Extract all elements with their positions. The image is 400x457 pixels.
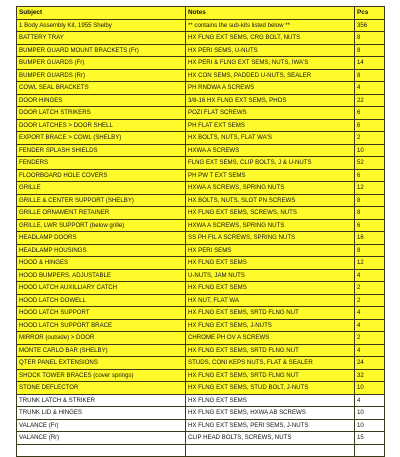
subject-cell: HEADLAMP DOORS — [17, 232, 186, 245]
pcs-column-header: Pcs — [355, 7, 385, 20]
pcs-cell: 4 — [355, 319, 385, 332]
notes-cell: STUDS, CONI KEPS NUTS, FLAT & SEALER — [186, 357, 355, 370]
subject-cell: FENDER SPLASH SHIELDS — [17, 144, 186, 157]
table-row — [17, 419, 385, 432]
subject-cell: HOOD BUMPERS, ADJUSTABLE — [17, 269, 186, 282]
table-row — [17, 357, 385, 370]
notes-cell: HX PERI SEMS — [186, 244, 355, 257]
subject-cell: HOOD LATCH SUPPORT BRACE — [17, 319, 186, 332]
subject-cell: HEADLAMP HOUSINGS — [17, 244, 186, 257]
pcs-cell: 12 — [355, 182, 385, 195]
pcs-cell: 356 — [355, 19, 385, 32]
notes-cell: ** contains the sub-kits listed below ** — [186, 19, 355, 32]
notes-cell: HX PERI & FLNG EXT SEMS, NUTS, IWA'S — [186, 57, 355, 70]
pcs-cell: 15 — [355, 432, 385, 445]
subject-cell: BUMPER GUARDS (Rr) — [17, 69, 186, 82]
table-row — [17, 119, 385, 132]
subject-cell: VALANCE (Rr) — [17, 432, 186, 445]
subject-cell: GRILLE ORNAMENT RETAINER — [17, 207, 186, 220]
subject-cell: GRILLE — [17, 182, 186, 195]
table-row — [17, 219, 385, 232]
subject-cell: HOOD LATCH DOWELL — [17, 294, 186, 307]
table-body — [17, 19, 385, 457]
pcs-cell: 10 — [355, 382, 385, 395]
subject-column-header: Subject — [17, 7, 186, 20]
subject-cell: DOOR HINGES — [17, 94, 186, 107]
pcs-cell: 10 — [355, 419, 385, 432]
notes-cell: 3/8-16 HX FLNG EXT SEMS, PHOS — [186, 94, 355, 107]
notes-column-header: Notes — [186, 7, 355, 20]
subject-cell: FENDERS — [17, 157, 186, 170]
table-row — [17, 207, 385, 220]
notes-cell: HX FLNG EXT SEMS — [186, 282, 355, 295]
subject-cell: BUMPER GUARD MOUNT BRACKETS (Fr) — [17, 44, 186, 57]
subject-cell: HOOD & HINGES — [17, 257, 186, 270]
subject-cell: GRILLE & CENTER SUPPORT (SHELBY) — [17, 194, 186, 207]
subject-cell: SHOCK TOWER BRACES (cover springs) — [17, 369, 186, 382]
pcs-cell: 4 — [355, 307, 385, 320]
table-row — [17, 69, 385, 82]
notes-cell: HX FLNG EXT SEMS — [186, 257, 355, 270]
parts-table — [16, 6, 385, 457]
subject-cell: HOOD LATCH AUXILLIARY CATCH — [17, 282, 186, 295]
pcs-cell: 10 — [355, 144, 385, 157]
notes-cell: HX CON SEMS, PADDED U-NUTS, SEALER — [186, 69, 355, 82]
table-row — [17, 382, 385, 395]
pcs-cell: 4 — [355, 344, 385, 357]
table-row — [17, 169, 385, 182]
subject-cell: TRUNK LATCH & STRIKER — [17, 394, 186, 407]
subject-cell: FLOORBOARD HOLE COVERS — [17, 169, 186, 182]
subject-cell: EXPORT BRACE > COWL (SHELBY) — [17, 132, 186, 145]
pcs-cell: 8 — [355, 244, 385, 257]
subject-cell: BUMPER GUARDS (Fr) — [17, 57, 186, 70]
pcs-cell: 32 — [355, 369, 385, 382]
table-row — [17, 432, 385, 445]
notes-cell: HX BOLTS, NUTS, FLAT WA'S — [186, 132, 355, 145]
table-row — [17, 144, 385, 157]
table-row — [17, 44, 385, 57]
subject-cell: MONTE CARLO BAR (SHELBY) — [17, 344, 186, 357]
pcs-cell: 8 — [355, 44, 385, 57]
table-row — [17, 269, 385, 282]
notes-cell: HX FLNG EXT SEMS, CRG BOLT, NUTS — [186, 32, 355, 45]
table-row — [17, 344, 385, 357]
notes-cell: U-NUTS, JAM NUTS — [186, 269, 355, 282]
subject-cell: 1 Body Assembly Kit, 1955 Shelby — [17, 19, 186, 32]
notes-cell: HX FLNG EXT SEMS, PERI SEMS, J-NUTS — [186, 419, 355, 432]
subject-cell: VALANCE (Fr) — [17, 419, 186, 432]
table-row — [17, 32, 385, 45]
table-row — [17, 307, 385, 320]
parts-sheet — [16, 6, 384, 442]
notes-cell: HXWA A SCREWS, SPRING NUTS — [186, 182, 355, 195]
table-row — [17, 369, 385, 382]
subject-cell: MIRROR (outside) > DOOR — [17, 332, 186, 345]
pcs-cell: 22 — [355, 94, 385, 107]
table-row — [17, 319, 385, 332]
pcs-cell: 16 — [355, 232, 385, 245]
notes-cell: PH PW T EXT SEMS — [186, 169, 355, 182]
table-row — [17, 94, 385, 107]
pcs-cell: 6 — [355, 219, 385, 232]
table-row — [17, 107, 385, 120]
table-row — [17, 257, 385, 270]
pcs-cell: 2 — [355, 132, 385, 145]
pcs-cell: 6 — [355, 169, 385, 182]
table-row — [17, 332, 385, 345]
notes-cell: SS PH FIL A SCREWS, SPRING NUTS — [186, 232, 355, 245]
pcs-cell: 6 — [355, 119, 385, 132]
pcs-cell: 8 — [355, 32, 385, 45]
empty-cell — [17, 444, 186, 457]
table-row — [17, 394, 385, 407]
subject-cell: QTER PANEL EXTENSIONS — [17, 357, 186, 370]
pcs-cell: 2 — [355, 294, 385, 307]
notes-cell: POZI FLAT SCREWS — [186, 107, 355, 120]
table-row — [17, 82, 385, 95]
empty-cell — [186, 444, 355, 457]
notes-cell: HX FLNG EXT SEMS, STUD BOLT, J-NUTS — [186, 382, 355, 395]
notes-cell: PH FLAT EXT SEMS — [186, 119, 355, 132]
notes-cell: HX FLNG EXT SEMS, SRTD FLNG NUT — [186, 344, 355, 357]
empty-table-row — [17, 444, 385, 457]
notes-cell: HX FLNG EXT SEMS, SCREWS, NUTS — [186, 207, 355, 220]
table-row — [17, 132, 385, 145]
table-row — [17, 182, 385, 195]
notes-cell: CLIP HEAD BOLTS, SCREWS, NUTS — [186, 432, 355, 445]
pcs-cell: 12 — [355, 257, 385, 270]
pcs-cell: 14 — [355, 57, 385, 70]
notes-cell: FLNG EXT SEMS, CLIP BOLTS, J & U-NUTS — [186, 157, 355, 170]
subject-cell: COWL SEAL BRACKETS — [17, 82, 186, 95]
pcs-cell: 4 — [355, 269, 385, 282]
table-row — [17, 157, 385, 170]
subject-cell: TRUNK LID & HINGES — [17, 407, 186, 420]
notes-cell: HX FLNG EXT SEMS, HXWA AB SCREWS — [186, 407, 355, 420]
table-row — [17, 19, 385, 32]
table-row — [17, 232, 385, 245]
notes-cell: HX FLNG EXT SEMS, J-NUTS — [186, 319, 355, 332]
notes-cell: HX FLNG EXT SEMS, SRTD FLNG NUT — [186, 307, 355, 320]
pcs-cell: 24 — [355, 357, 385, 370]
table-row — [17, 57, 385, 70]
notes-cell: HX PERI SEMS, U-NUTS — [186, 44, 355, 57]
table-row — [17, 294, 385, 307]
empty-cell — [355, 444, 385, 457]
pcs-cell: 8 — [355, 207, 385, 220]
table-header-row — [17, 7, 385, 20]
pcs-cell: 52 — [355, 157, 385, 170]
notes-cell: HXWA A SCREWS — [186, 144, 355, 157]
subject-cell: HOOD LATCH SUPPORT — [17, 307, 186, 320]
subject-cell: GRILLE, LWR SUPPORT (below grille) — [17, 219, 186, 232]
pcs-cell: 10 — [355, 407, 385, 420]
pcs-cell: 8 — [355, 69, 385, 82]
subject-cell: DOOR LATCH STRIKERS — [17, 107, 186, 120]
table-row — [17, 194, 385, 207]
subject-cell: BATTERY TRAY — [17, 32, 186, 45]
pcs-cell: 4 — [355, 394, 385, 407]
table-row — [17, 282, 385, 295]
pcs-cell: 4 — [355, 82, 385, 95]
table-row — [17, 407, 385, 420]
pcs-cell: 6 — [355, 107, 385, 120]
notes-cell: HXWA A SCREWS, SPRING NUTS — [186, 219, 355, 232]
subject-cell: STONE DEFLECTOR — [17, 382, 186, 395]
notes-cell: CHROME PH OV A SCREWS — [186, 332, 355, 345]
notes-cell: PH RNDWA A SCREWS — [186, 82, 355, 95]
notes-cell: HX BOLTS, NUTS, SLOT PN SCREWS — [186, 194, 355, 207]
notes-cell: HX NUT, FLAT WA — [186, 294, 355, 307]
notes-cell: HX FLNG EXT SEMS, SRTD FLNG NUT — [186, 369, 355, 382]
notes-cell: HX FLNG EXT SEMS — [186, 394, 355, 407]
pcs-cell: 2 — [355, 282, 385, 295]
subject-cell: DOOR LATCHES > DOOR SHELL — [17, 119, 186, 132]
table-row — [17, 244, 385, 257]
pcs-cell: 2 — [355, 332, 385, 345]
pcs-cell: 8 — [355, 194, 385, 207]
